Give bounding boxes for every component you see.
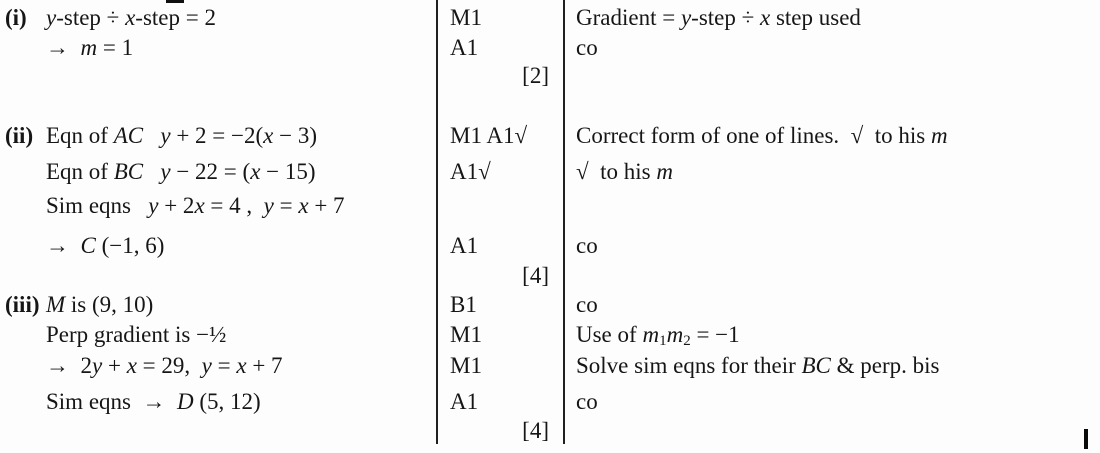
- scheme-row: [0, 321, 1100, 349]
- total-bracket: [2]: [522, 63, 549, 88]
- text-segment: is (9, 10): [65, 292, 154, 317]
- working-cell: [46, 34, 133, 62]
- text-segment: (−1, 6): [95, 233, 165, 258]
- text-segment: → 2: [46, 353, 92, 378]
- comment-cell: [576, 122, 948, 150]
- text-segment: M1: [450, 353, 482, 378]
- text-segment: y: [201, 353, 212, 378]
- scheme-row: [0, 4, 1100, 32]
- text-segment: √ to his: [576, 159, 657, 184]
- working-cell: [46, 321, 226, 349]
- working-cell: [46, 388, 261, 416]
- text-segment: Eqn of: [46, 159, 114, 184]
- text-segment: Gradient =: [576, 5, 681, 30]
- text-segment: + 2 = −2(: [170, 123, 264, 148]
- text-segment: -step ÷: [691, 5, 760, 30]
- comment-cell: [576, 321, 740, 355]
- total-bracket: [4]: [522, 418, 549, 443]
- text-segment: m: [666, 322, 684, 347]
- text-segment: = 29,: [136, 353, 202, 378]
- text-segment: BC: [113, 159, 144, 184]
- text-segment: x: [298, 193, 309, 218]
- marks-cell: [450, 122, 527, 150]
- text-segment: = 4 ,: [204, 193, 264, 218]
- text-segment: m: [931, 123, 948, 148]
- scheme-row: [0, 34, 1100, 62]
- text-segment: + 2: [158, 193, 195, 218]
- text-segment: x: [250, 159, 261, 184]
- text-segment: -step ÷: [56, 5, 126, 30]
- text-segment: C: [80, 233, 96, 258]
- total-row: [0, 262, 1100, 290]
- working-cell: [46, 192, 345, 220]
- text-segment: [143, 159, 160, 184]
- text-segment: Correct form of one of lines. √ to his: [576, 123, 931, 148]
- scan-artifact-top-edge: [166, 0, 184, 3]
- text-segment: →: [46, 35, 81, 60]
- text-segment: M: [46, 292, 66, 317]
- part-label: (i): [5, 5, 27, 30]
- text-segment: Sim eqns: [46, 193, 149, 218]
- text-segment: M1 A1√: [450, 123, 528, 148]
- scheme-row: [0, 388, 1100, 416]
- text-segment: = −1: [690, 322, 740, 347]
- comment-cell: [576, 4, 861, 32]
- comment-cell: [576, 291, 598, 319]
- text-segment: [143, 123, 160, 148]
- scheme-row: [0, 122, 1100, 150]
- text-segment: + 7: [308, 193, 345, 218]
- text-segment: Eqn of: [46, 123, 114, 148]
- scheme-row: [0, 352, 1100, 380]
- total-row: [0, 417, 1100, 445]
- marks-cell: [450, 232, 478, 260]
- text-segment: x: [126, 353, 137, 378]
- working-cell: [46, 352, 283, 380]
- text-segment: D: [176, 389, 194, 414]
- text-segment: +: [102, 353, 127, 378]
- text-segment: m: [656, 159, 673, 184]
- text-segment: y: [680, 5, 692, 30]
- text-segment: − 3): [273, 123, 318, 148]
- text-segment: x: [263, 123, 274, 148]
- text-segment: y: [160, 123, 171, 148]
- text-segment: x: [236, 353, 247, 378]
- text-segment: y: [263, 193, 274, 218]
- text-segment: x: [194, 193, 205, 218]
- comment-cell: [576, 232, 598, 260]
- marks-cell: [450, 34, 478, 62]
- scheme-row: [0, 291, 1100, 319]
- working-cell: [46, 4, 216, 32]
- text-segment: m: [642, 322, 660, 347]
- total-bracket: [4]: [522, 263, 549, 288]
- text-segment: & perp. bis: [830, 353, 940, 378]
- marks-cell: [450, 321, 482, 349]
- text-segment: m: [80, 35, 98, 60]
- working-cell: [46, 158, 316, 186]
- text-segment: A1: [450, 233, 479, 258]
- text-segment: co: [576, 389, 598, 414]
- part-label: (ii): [5, 123, 34, 148]
- text-segment: co: [576, 233, 598, 258]
- scheme-row: [0, 232, 1100, 260]
- marks-cell: [450, 158, 491, 186]
- scheme-row: [0, 158, 1100, 186]
- text-segment: -step = 2: [135, 5, 216, 30]
- working-cell: [46, 291, 153, 319]
- text-segment: M1: [450, 322, 482, 347]
- text-segment: 1: [659, 333, 667, 349]
- working-cell: [46, 122, 317, 150]
- text-segment: (5, 12): [193, 389, 261, 414]
- text-segment: y: [148, 193, 159, 218]
- text-segment: BC: [801, 353, 831, 378]
- text-segment: co: [576, 292, 598, 317]
- text-segment: A1: [450, 35, 479, 60]
- scheme-row: [0, 192, 1100, 220]
- comment-cell: [576, 352, 940, 380]
- part-label: (iii): [5, 292, 40, 317]
- comment-cell: [576, 158, 673, 186]
- text-segment: Sim eqns →: [46, 389, 177, 414]
- text-segment: x: [760, 5, 771, 30]
- marks-cell: [450, 291, 477, 319]
- comment-cell: [576, 34, 598, 62]
- text-segment: y: [160, 159, 171, 184]
- marks-cell: [450, 352, 482, 380]
- working-cell: [46, 232, 164, 260]
- text-segment: co: [576, 35, 598, 60]
- text-segment: y: [92, 353, 103, 378]
- text-segment: = 1: [97, 35, 134, 60]
- text-segment: y: [46, 5, 57, 30]
- text-segment: Use of: [576, 322, 643, 347]
- text-segment: 2: [683, 333, 691, 349]
- text-segment: x: [125, 5, 136, 30]
- text-segment: =: [273, 193, 299, 218]
- text-segment: A1√: [450, 159, 491, 184]
- total-row: [0, 62, 1100, 90]
- text-segment: + 7: [246, 353, 283, 378]
- text-segment: Perp gradient is −½: [46, 322, 227, 347]
- text-segment: A1: [450, 389, 479, 414]
- comment-cell: [576, 388, 598, 416]
- marks-cell: [450, 388, 478, 416]
- text-segment: step used: [770, 5, 861, 30]
- text-segment: →: [46, 233, 81, 258]
- text-segment: B1: [450, 292, 477, 317]
- text-segment: M1: [450, 5, 482, 30]
- marks-cell: [450, 4, 482, 32]
- text-segment: Solve sim eqns for their: [576, 353, 802, 378]
- text-segment: − 22 = (: [170, 159, 251, 184]
- text-segment: AC: [113, 123, 144, 148]
- text-segment: =: [211, 353, 237, 378]
- text-segment: − 15): [260, 159, 316, 184]
